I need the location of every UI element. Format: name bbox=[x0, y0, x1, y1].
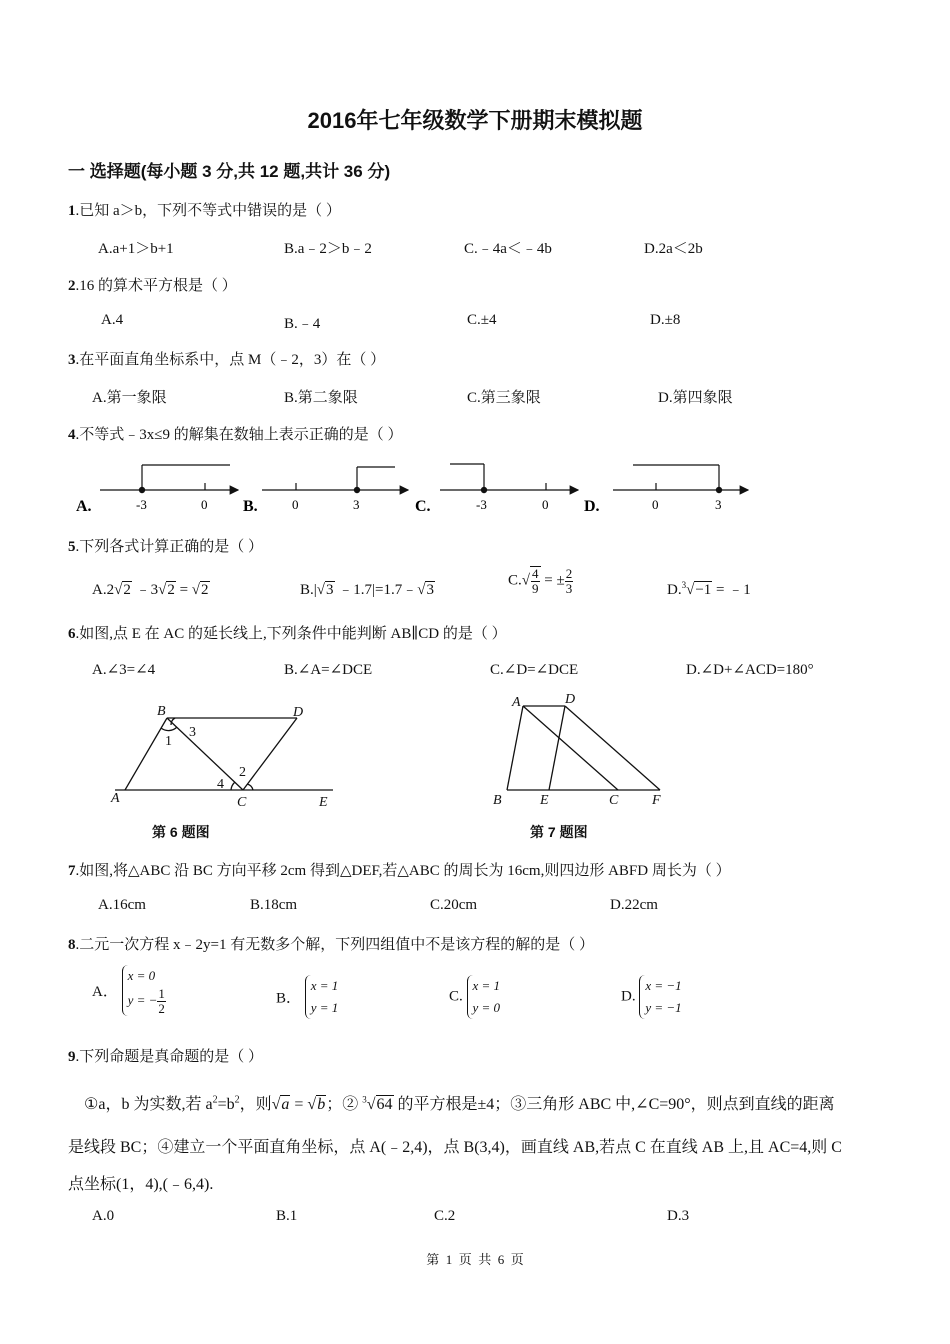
option-text: A.2 bbox=[92, 582, 115, 598]
angle-arc bbox=[247, 784, 253, 790]
question-1 bbox=[68, 199, 341, 220]
solid-dot bbox=[481, 487, 487, 493]
option-c-label: C. bbox=[415, 498, 431, 515]
option-c: C.∠D=∠DCE bbox=[490, 662, 579, 678]
radicand: 2 bbox=[167, 582, 175, 598]
equation: y = 1 bbox=[310, 1000, 339, 1015]
option-a: A.a+1＞b+1 bbox=[98, 241, 174, 257]
option-text: ﹣1.7|=1.7﹣ bbox=[334, 582, 418, 598]
tick-label: 3 bbox=[353, 497, 360, 512]
exponent: 2 bbox=[234, 1094, 240, 1106]
option-label: C. bbox=[449, 988, 463, 1005]
equation-system bbox=[639, 975, 681, 1019]
number-line-options bbox=[70, 455, 760, 525]
tick-label: 0 bbox=[201, 497, 208, 512]
tick-label: -3 bbox=[136, 497, 147, 512]
question-9-statement-line-2: 是线段 BC；④建立一个平面直角坐标，点 A(﹣2,4)，点 B(3,4)，画直线 AB,若点 C 在直线 AB 上,且 AC=4,则 C bbox=[68, 1139, 842, 1156]
option-d: D.±8 bbox=[650, 312, 681, 328]
option-text: D. bbox=[667, 582, 682, 598]
tick-label: 0 bbox=[292, 497, 299, 512]
option-b: B.第二象限 bbox=[284, 390, 358, 406]
option-text: B.| bbox=[300, 582, 317, 598]
solid-dot bbox=[716, 487, 722, 493]
option-a: A.2√2 ﹣3√2 = √2 bbox=[92, 582, 209, 598]
option-text: C. bbox=[508, 572, 522, 589]
tick-label: 0 bbox=[652, 497, 659, 512]
statement-text: ；② bbox=[326, 1096, 359, 1113]
point-label: A bbox=[111, 791, 120, 806]
question-number: 7 bbox=[68, 863, 76, 879]
option-a: A.∠3=∠4 bbox=[92, 662, 156, 678]
denominator: 9 bbox=[532, 581, 539, 596]
equation: x = −1 bbox=[645, 978, 682, 993]
question-text: .二元一次方程 x﹣2y=1 有无数多个解，下列四组值中不是该方程的解的是（ ） bbox=[75, 937, 594, 953]
figure-6-caption: 第 6 题图 bbox=[152, 824, 210, 840]
page-footer: 第 1 页 共 6 页 bbox=[426, 1252, 524, 1267]
question-number: 6 bbox=[68, 626, 76, 642]
equation-text: y = − bbox=[127, 992, 158, 1008]
statement-text: ，则 bbox=[239, 1096, 272, 1113]
exponent: 2 bbox=[212, 1094, 218, 1106]
option-c: C.√ $\frac{4}{9}$ = ± $\frac{2}{3}$ bbox=[508, 565, 573, 596]
denominator: 3 bbox=[565, 580, 573, 596]
solid-dot bbox=[354, 487, 360, 493]
question-text: .如图,将△ABC 沿 BC 方向平移 2cm 得到△DEF,若△ABC 的周长为 16cm,则四边形 ABFD 周长为（ ） bbox=[75, 863, 731, 879]
question-6 bbox=[68, 622, 507, 643]
point-label: A bbox=[512, 695, 521, 710]
option-d: D.3 bbox=[667, 1208, 690, 1224]
question-text: .下列各式计算正确的是（ ） bbox=[75, 539, 264, 555]
angle-label: 2 bbox=[239, 765, 246, 780]
point-label: C bbox=[237, 795, 247, 810]
figure-7 bbox=[485, 690, 675, 810]
question-number: 2 bbox=[68, 278, 76, 294]
option-label: D. bbox=[621, 988, 636, 1005]
radicand: b bbox=[317, 1096, 326, 1113]
equation bbox=[128, 987, 166, 1016]
angle-label: 4 bbox=[217, 777, 224, 792]
option-a: A.0 bbox=[92, 1208, 115, 1224]
option-a: A.16cm bbox=[98, 897, 146, 913]
angle-arc bbox=[161, 727, 177, 731]
point-label: B bbox=[157, 704, 166, 719]
question-4 bbox=[68, 423, 403, 444]
angle-arc bbox=[231, 782, 235, 790]
question-9-statement-line-3: 点坐标(1，4),(﹣6,4). bbox=[68, 1176, 214, 1193]
statement-text: =b bbox=[217, 1096, 235, 1113]
line-bc bbox=[167, 718, 243, 790]
option-c bbox=[449, 975, 500, 1019]
option-text: ﹣3 bbox=[131, 582, 159, 598]
figure-7-caption: 第 7 题图 bbox=[530, 824, 588, 840]
equation: x = 1 bbox=[310, 978, 339, 993]
option-label: B． bbox=[276, 990, 302, 1007]
question-text: .16 的算术平方根是（ ） bbox=[75, 278, 237, 294]
question-2 bbox=[68, 274, 237, 295]
question-text: .已知 a＞b，下列不等式中错误的是（ ） bbox=[75, 203, 341, 219]
option-d-label: D. bbox=[584, 498, 600, 515]
option-b: B.a﹣2＞b﹣2 bbox=[284, 241, 372, 257]
option-a bbox=[92, 965, 166, 1016]
line-ab bbox=[507, 706, 523, 790]
option-b: B.1 bbox=[276, 1208, 298, 1224]
line-ab bbox=[125, 718, 167, 790]
solid-dot bbox=[139, 487, 145, 493]
tick-label: -3 bbox=[476, 497, 487, 512]
statement-text: = bbox=[290, 1096, 308, 1113]
point-label: D bbox=[565, 692, 576, 707]
numerator: 1 bbox=[158, 986, 165, 1001]
root-index: 3 bbox=[362, 1094, 367, 1105]
option-c: C.2 bbox=[434, 1208, 456, 1224]
radicand: 2 bbox=[123, 582, 131, 598]
point-label: B bbox=[493, 793, 502, 808]
question-number: 5 bbox=[68, 539, 76, 555]
option-d: D.$^3$√−1 = ﹣1 bbox=[667, 580, 751, 598]
question-9 bbox=[68, 1045, 263, 1066]
equation-system bbox=[467, 975, 501, 1019]
statement-text: ①a，b 为实数,若 a bbox=[84, 1096, 213, 1113]
option-b-label: B. bbox=[243, 498, 258, 515]
numerator: 2 bbox=[565, 565, 573, 581]
line-ac bbox=[523, 706, 618, 790]
question-number: 8 bbox=[68, 937, 76, 953]
option-d: D.2a＜2b bbox=[644, 241, 703, 257]
question-number: 9 bbox=[68, 1049, 76, 1065]
tick-label: 3 bbox=[715, 497, 722, 512]
question-text: .不等式﹣3x≤9 的解集在数轴上表示正确的是（ ） bbox=[75, 427, 403, 443]
section-heading: 一 选择题(每小题 3 分,共 12 题,共计 36 分) bbox=[68, 162, 391, 181]
question-9-statement-line-1: ①a，b 为实数,若 $a^2=b^2$，则√a = √b；② $^3$√64 的平方根是±4；③三角形 ABC 中,∠C=90°，则点到直线的距离 bbox=[84, 1094, 835, 1113]
question-number: 1 bbox=[68, 203, 76, 219]
option-b: B.18cm bbox=[250, 897, 298, 913]
radicand: a bbox=[281, 1096, 290, 1113]
line-cd bbox=[243, 718, 297, 790]
equation: x = 0 bbox=[127, 968, 156, 983]
root-index: 3 bbox=[681, 580, 687, 590]
option-c: C.20cm bbox=[430, 897, 478, 913]
option-d: D.第四象限 bbox=[658, 390, 733, 406]
option-d: D.∠D+∠ACD=180° bbox=[686, 662, 814, 678]
question-text: .下列命题是真命题的是（ ） bbox=[75, 1049, 264, 1065]
option-b: B.∠A=∠DCE bbox=[284, 662, 373, 678]
fraction bbox=[157, 987, 166, 1016]
equation-system bbox=[305, 975, 339, 1019]
line-de bbox=[549, 706, 565, 790]
statement-text: 的平方根是±4；③三角形 ABC 中,∠C=90°，则点到直线的距离 bbox=[393, 1096, 835, 1113]
question-text: .如图,点 E 在 AC 的延长线上,下列条件中能判断 AB∥CD 的是（ ） bbox=[75, 626, 507, 642]
angle-label: 3 bbox=[189, 725, 196, 740]
question-3 bbox=[68, 348, 385, 369]
radicand: 3 bbox=[426, 582, 434, 598]
point-label: E bbox=[540, 793, 549, 808]
question-7 bbox=[68, 859, 731, 880]
option-label: A． bbox=[92, 984, 118, 1000]
option-c: C.±4 bbox=[467, 312, 497, 328]
question-text: .在平面直角坐标系中，点 M（﹣2，3）在（ ） bbox=[75, 352, 386, 368]
equation: y = −1 bbox=[645, 1000, 682, 1015]
radicand: 64 bbox=[376, 1096, 393, 1113]
fraction bbox=[565, 567, 574, 596]
denominator: 2 bbox=[158, 1001, 165, 1016]
point-label: F bbox=[652, 793, 661, 808]
figure-6 bbox=[105, 698, 345, 813]
option-text: = ± bbox=[540, 572, 565, 589]
option-c: C.﹣4a＜﹣4b bbox=[464, 241, 552, 257]
fraction bbox=[530, 566, 541, 596]
question-5 bbox=[68, 535, 263, 556]
option-b bbox=[276, 975, 338, 1019]
option-d bbox=[621, 975, 682, 1019]
question-8 bbox=[68, 933, 594, 954]
radicand: 3 bbox=[326, 582, 334, 598]
option-c: C.第三象限 bbox=[467, 390, 541, 406]
point-label: E bbox=[319, 795, 328, 810]
option-a: A.4 bbox=[101, 312, 124, 328]
radicand: −1 bbox=[695, 582, 712, 598]
radicand: 2 bbox=[201, 582, 209, 598]
option-text: = bbox=[175, 582, 192, 598]
line-df bbox=[565, 706, 660, 790]
option-text: = ﹣1 bbox=[712, 582, 751, 598]
equation: x = 1 bbox=[472, 978, 501, 993]
option-b: B.|√3 ﹣1.7|=1.7﹣√3 bbox=[300, 582, 434, 598]
point-label: D bbox=[293, 705, 304, 720]
option-d: D.22cm bbox=[610, 897, 658, 913]
page-title: 2016年七年级数学下册期末模拟题 bbox=[307, 108, 643, 133]
numerator: 4 bbox=[532, 566, 539, 581]
angle-label: 1 bbox=[165, 734, 172, 749]
option-a-label: A. bbox=[76, 498, 92, 515]
question-number: 4 bbox=[68, 427, 76, 443]
question-number: 3 bbox=[68, 352, 76, 368]
equation-system bbox=[122, 965, 166, 1016]
option-b: B.﹣4 bbox=[284, 316, 321, 332]
equation: y = 0 bbox=[472, 1000, 501, 1015]
point-label: C bbox=[609, 793, 619, 808]
tick-label: 0 bbox=[542, 497, 549, 512]
option-a: A.第一象限 bbox=[92, 390, 167, 406]
